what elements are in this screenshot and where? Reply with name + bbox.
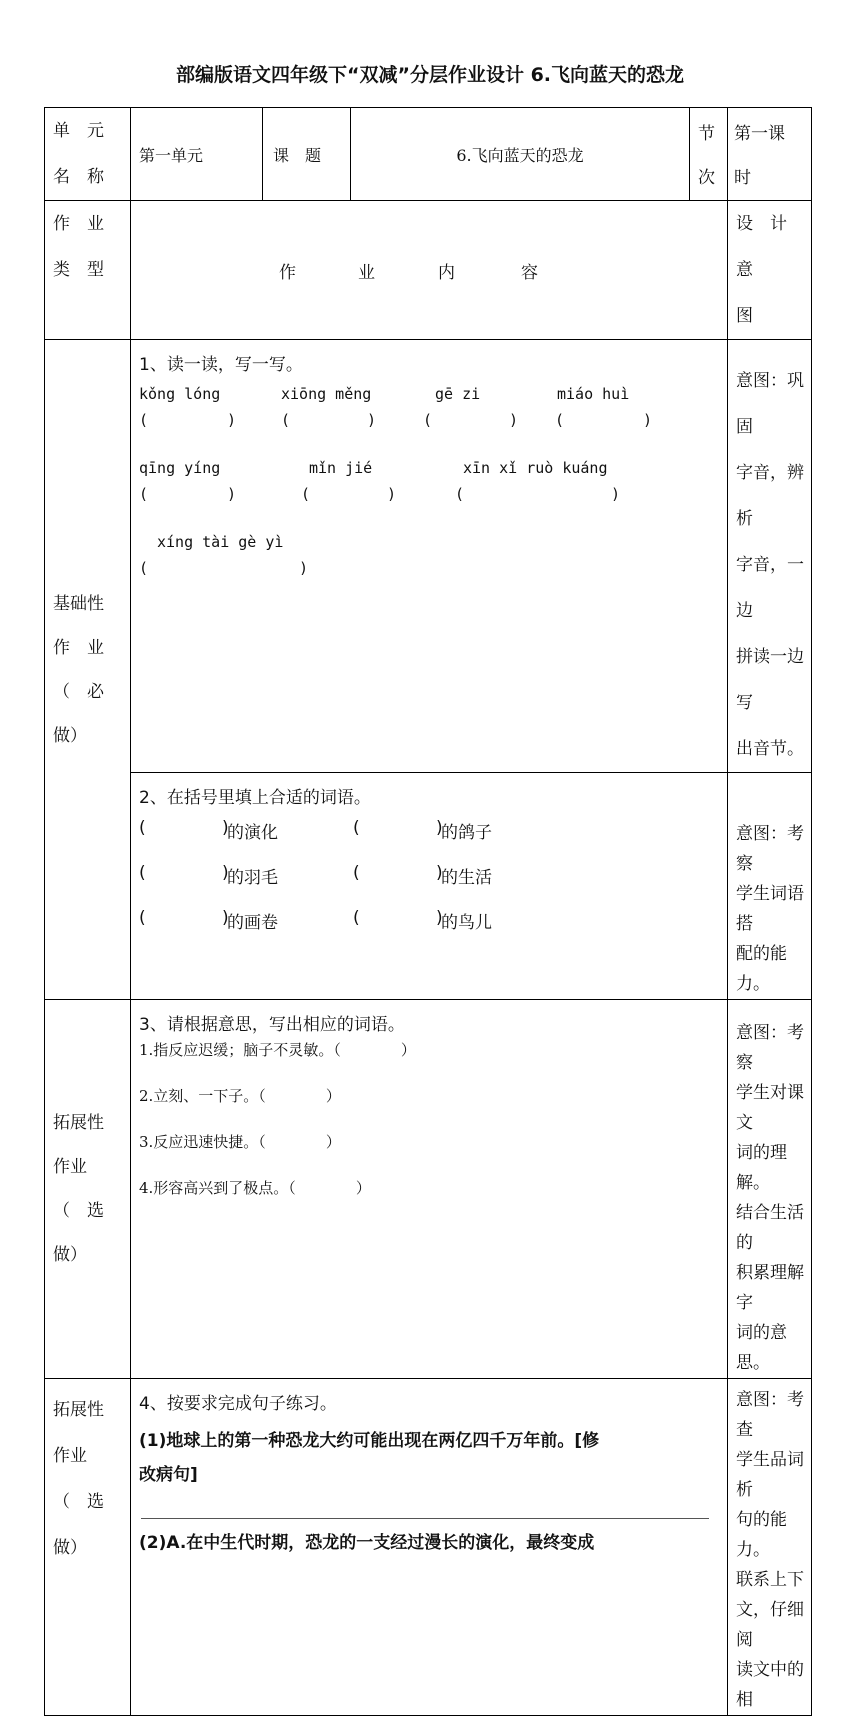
intent-line: 读文中的相 — [736, 1660, 804, 1710]
q3-item: 1.指反应迟缓；脑子不灵敏。（ ） — [139, 1041, 416, 1059]
pinyin: xīn xǐ ruò kuáng — [463, 459, 608, 477]
intent-line: 意图：考查 — [736, 1390, 804, 1440]
section-label-line: 节 — [698, 124, 715, 144]
section-label-line: 次 — [698, 168, 715, 188]
intent-line: 联系上下 — [736, 1570, 804, 1590]
intent-line: 意图：巩固 — [736, 371, 804, 437]
basic-label-line: 做） — [53, 725, 87, 746]
unit-value: 第一单元 — [131, 108, 263, 201]
header2-row — [45, 201, 812, 340]
intent-label-cell — [728, 201, 812, 340]
sentence-line: (1)地球上的第一种恐龙大约可能出现在两亿四千万年前。[修 — [139, 1431, 600, 1451]
q4-title: 4、按要求完成句子练习。 — [139, 1394, 337, 1414]
fill-blank: 的鸽子 — [441, 823, 492, 843]
intent-label-line: 设 计 意 — [736, 214, 804, 280]
pinyin-row — [139, 533, 719, 559]
intent-line: 配的能力。 — [736, 944, 787, 994]
q2-intent-cell — [728, 773, 812, 1000]
pinyin-row — [139, 459, 719, 485]
pinyin-row — [139, 385, 719, 411]
intent-line: 字音，辨析 — [736, 463, 804, 529]
pinyin: kǒng lóng — [139, 385, 221, 403]
q1-row — [45, 340, 812, 773]
topic-value: 6.飞向蓝天的恐龙 — [351, 108, 690, 201]
extend-label-line: （ 选 — [53, 1492, 104, 1512]
unit-label-cell — [45, 108, 131, 201]
fill-blank: 的生活 — [441, 868, 492, 888]
fill-blank: 的鸟儿 — [441, 913, 492, 933]
extend-label-line: 做） — [53, 1245, 87, 1265]
intent-line: 学生对课文 — [736, 1083, 804, 1133]
intent-line: 积累理解字 — [736, 1263, 804, 1313]
content-label-char: 业 — [358, 263, 375, 283]
unit-label-line: 名 称 — [53, 167, 104, 187]
q2-cell — [131, 773, 728, 1000]
type-label-line: 类 型 — [53, 260, 104, 280]
extend1-label-cell — [45, 1000, 131, 1379]
extend-label-line: 作业 — [53, 1157, 87, 1177]
basic-label-cell — [45, 340, 131, 1000]
topic-label: 课 题 — [263, 108, 351, 201]
q4-row — [45, 1379, 812, 1716]
q4-intent-cell — [728, 1379, 812, 1716]
fill-pair-row: ( 的演化 ( 的鸽子 ) ) — [139, 818, 492, 843]
intent-line: 意图：考察 — [736, 1023, 804, 1073]
unit-label-line: 单 元 — [53, 121, 104, 141]
intent-line: 词的意思。 — [736, 1323, 787, 1373]
intent-label-line: 图 — [736, 306, 753, 326]
content-label-char: 内 — [438, 263, 455, 283]
section-label-cell — [690, 108, 728, 201]
intent-line: 文，仔细阅 — [736, 1600, 804, 1650]
q3-row — [45, 1000, 812, 1379]
pinyin: gē zi — [435, 385, 481, 403]
type-label-cell — [45, 201, 131, 340]
answer-brackets: ( ) ( ) ( ) ( ) — [139, 411, 653, 429]
q4-sentence2: (2)A.在中生代时期，恐龙的一支经过漫长的演化，最终变成 — [139, 1533, 595, 1553]
basic-label-line: （ 必 — [53, 681, 104, 702]
pinyin: xíng tài gè yì — [157, 533, 284, 551]
intent-line: 字音，一边 — [736, 555, 804, 621]
pinyin: qīng yíng — [139, 459, 221, 477]
intent-line: 意图：考察 — [736, 824, 804, 874]
q3-title: 3、请根据意思，写出相应的词语。 — [139, 1015, 405, 1035]
extend-label-line: 拓展性 — [53, 1400, 104, 1420]
q3-item: 3.反应迅速快捷。（ ） — [139, 1133, 341, 1151]
extend-label-line: 拓展性 — [53, 1113, 104, 1133]
intent-line: 出音节。 — [736, 739, 804, 759]
fill-pair-row: ( 的画卷 ( 的鸟儿 ) ) — [139, 908, 492, 933]
section-value-line: 第一课 — [734, 124, 785, 144]
intent-line: 拼读一边写 — [736, 647, 804, 713]
content-label-char: 容 — [521, 263, 538, 283]
header-row — [45, 108, 812, 201]
intent-line: 词的理解。 — [736, 1143, 787, 1193]
intent-line: 学生词语搭 — [736, 884, 804, 934]
q1-title: 1、读一读，写一写。 — [139, 355, 303, 375]
pinyin: mǐn jié — [309, 459, 373, 477]
q3-cell — [131, 1000, 728, 1379]
fill-blank: 的羽毛 — [227, 868, 278, 888]
fill-blank: 的画卷 — [227, 913, 278, 933]
q3-item: 4.形容高兴到了极点。（ ） — [139, 1179, 371, 1197]
q3-intent-cell — [728, 1000, 812, 1379]
intent-line: 结合生活的 — [736, 1203, 804, 1253]
basic-label-line: 基础性 — [53, 593, 104, 614]
fill-blank: 的演化 — [227, 823, 278, 843]
q2-title: 2、在括号里填上合适的词语。 — [139, 788, 371, 808]
intent-line: 句的能力。 — [736, 1510, 787, 1560]
sentence-line: 改病句] — [139, 1465, 198, 1485]
type-label-line: 作 业 — [53, 214, 104, 234]
section-value-cell — [728, 108, 812, 201]
answer-line — [141, 1518, 709, 1519]
q1-intent-cell — [728, 340, 812, 773]
q4-cell — [131, 1379, 728, 1716]
q3-item: 2.立刻、一下子。（ ） — [139, 1087, 341, 1105]
extend-label-line: 做） — [53, 1538, 87, 1558]
page-title: 部编版语文四年级下“双减”分层作业设计 6.飞向蓝天的恐龙 — [175, 64, 685, 86]
pinyin: miáo huì — [557, 385, 630, 403]
extend-label-line: （ 选 — [53, 1201, 104, 1221]
intent-line: 学生品词析 — [736, 1450, 804, 1500]
answer-brackets: ( ) — [139, 559, 309, 577]
fill-pair-row: ( 的羽毛 ( 的生活 ) ) — [139, 863, 492, 888]
basic-label-line: 作 业 — [53, 637, 104, 658]
answer-brackets: ( ) ( ) ( ) — [139, 485, 621, 503]
q1-cell — [131, 340, 728, 773]
section-value-line: 时 — [734, 168, 751, 188]
content-label-cell — [131, 201, 728, 340]
content-label-char: 作 — [279, 263, 296, 283]
q2-row — [45, 773, 812, 1000]
pinyin: xiōng měng — [281, 385, 372, 403]
extend-label-line: 作业 — [53, 1446, 87, 1466]
extend2-label-cell — [45, 1379, 131, 1716]
q4-sentence1 — [139, 1424, 719, 1492]
homework-table — [44, 107, 812, 1716]
